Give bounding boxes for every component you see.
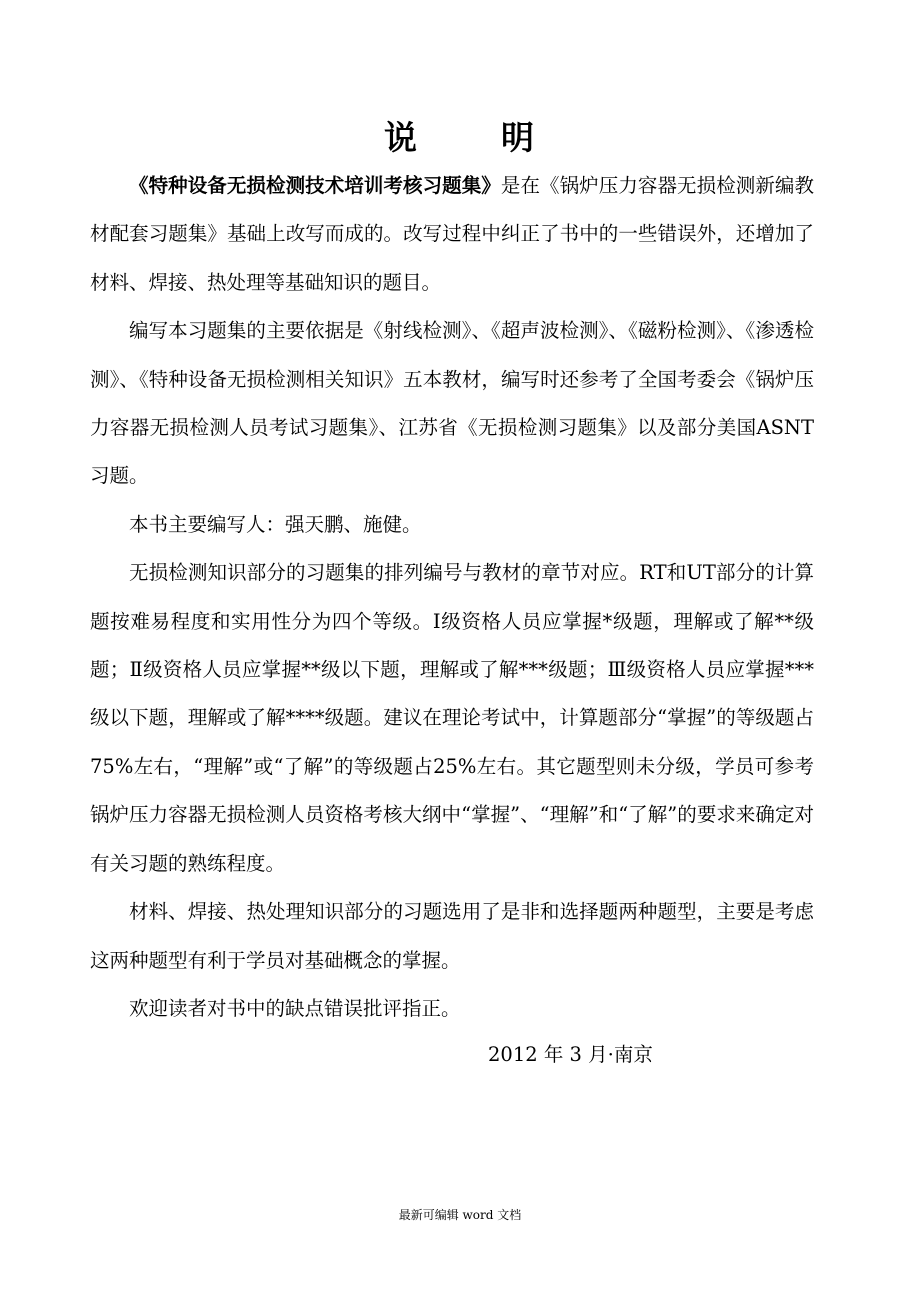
book-title-lead: 《特种设备无损检测技术培训考核习题集》 [129,174,501,197]
paragraph-3: 本书主要编写人：强天鹏、施健。 [129,512,422,536]
title-char-1: 说 [384,118,419,157]
title-char-2: 明 [501,118,536,157]
paragraph-4: 无损检测知识部分的习题集的排列编号与教材的章节对应。RT和UT部分的计算题按难易程度和实用性分为四个等级。Ⅰ级资格人员应掌握*级题，理解或了解**级题；Ⅱ级资格人员应掌握**级以下题，理解或了解***级题；Ⅲ级资格人员应掌握***级以下题，理解或了解****级题。建议在理论考试中，计算题部分“掌握”的等级题占75%左右，“理解”或“了解”的等级题占25%左右。其它题型则未分级，学员可参考锅炉压力容器无损检测人员资格考核大纲中“掌握”、“理解”和“了解”的要求来确定对有关习题的熟练程度。 [90,561,814,875]
page-footer: 最新可编辑 word 文档 [398,1208,522,1222]
paragraph-1-text: 是在《锅炉压力容器无损检测新编教材配套习题集》基础上改写而成的。改写过程中纠正了书中的一些错误外，还增加了材料、焊接、热处理等基础知识的题目。 [90,174,814,294]
paragraph-2: 编写本习题集的主要依据是《射线检测》、《超声波检测》、《磁粉检测》、《渗透检测》、《特种设备无损检测相关知识》五本教材，编写时还参考了全国考委会《锅炉压力容器无损检测人员考试习题集》、江苏省《无损检测习题集》以及部分美国ASNT习题。 [90,319,814,488]
page-title [0,112,920,159]
paragraph-6: 欢迎读者对书中的缺点错误批评指正。 [129,996,461,1020]
date-line: 2012 年 3 月·南京 [488,1043,653,1066]
paragraph-1 [90,162,814,307]
document-body [90,162,814,1033]
paragraph-5: 材料、焊接、热处理知识部分的习题选用了是非和选择题两种题型，主要是考虑这两种题型有利于学员对基础概念的掌握。 [90,900,814,972]
